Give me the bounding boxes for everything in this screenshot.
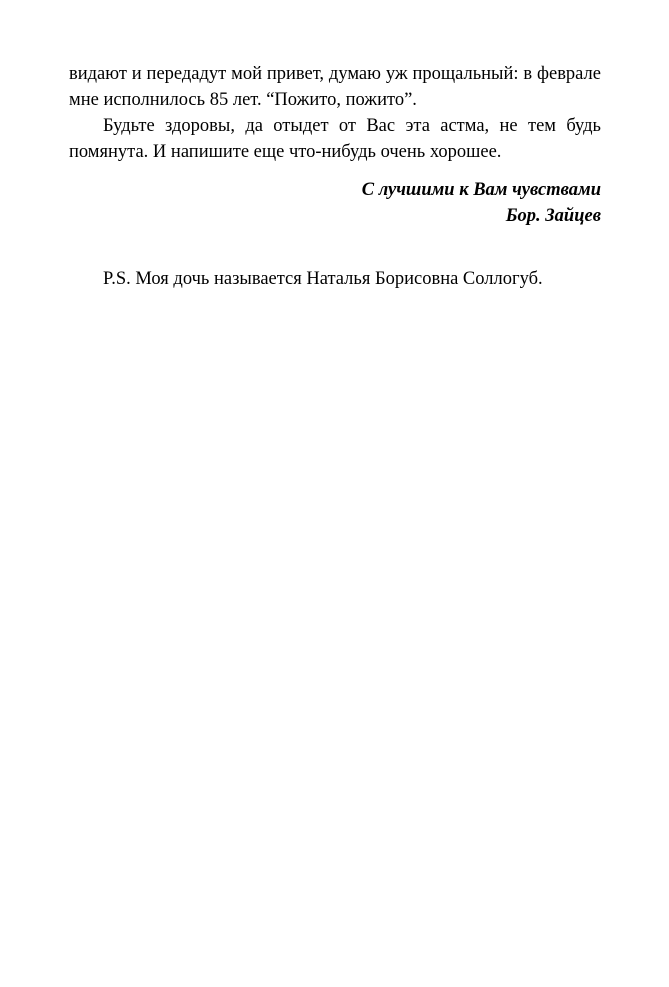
letter-page bbox=[69, 61, 601, 292]
closing-line: С лучшими к Вам чувствами bbox=[361, 180, 601, 200]
letter-paragraph-1: видают и передадут мой привет, думаю уж прощальный: в феврале мне исполнилось 85 лет. “Пожито, пожито”. bbox=[69, 64, 601, 110]
signature: Бор. Зайцев bbox=[505, 206, 601, 226]
letter-closing bbox=[69, 177, 601, 229]
postscript: P.S. Моя дочь называется Наталья Борисовна Соллогуб. bbox=[103, 269, 543, 289]
letter-paragraph-2: Будьте здоровы, да отыдет от Вас эта астма, не тем будь помянута. И напишите еще что-нибудь очень хорошее. bbox=[69, 116, 601, 162]
